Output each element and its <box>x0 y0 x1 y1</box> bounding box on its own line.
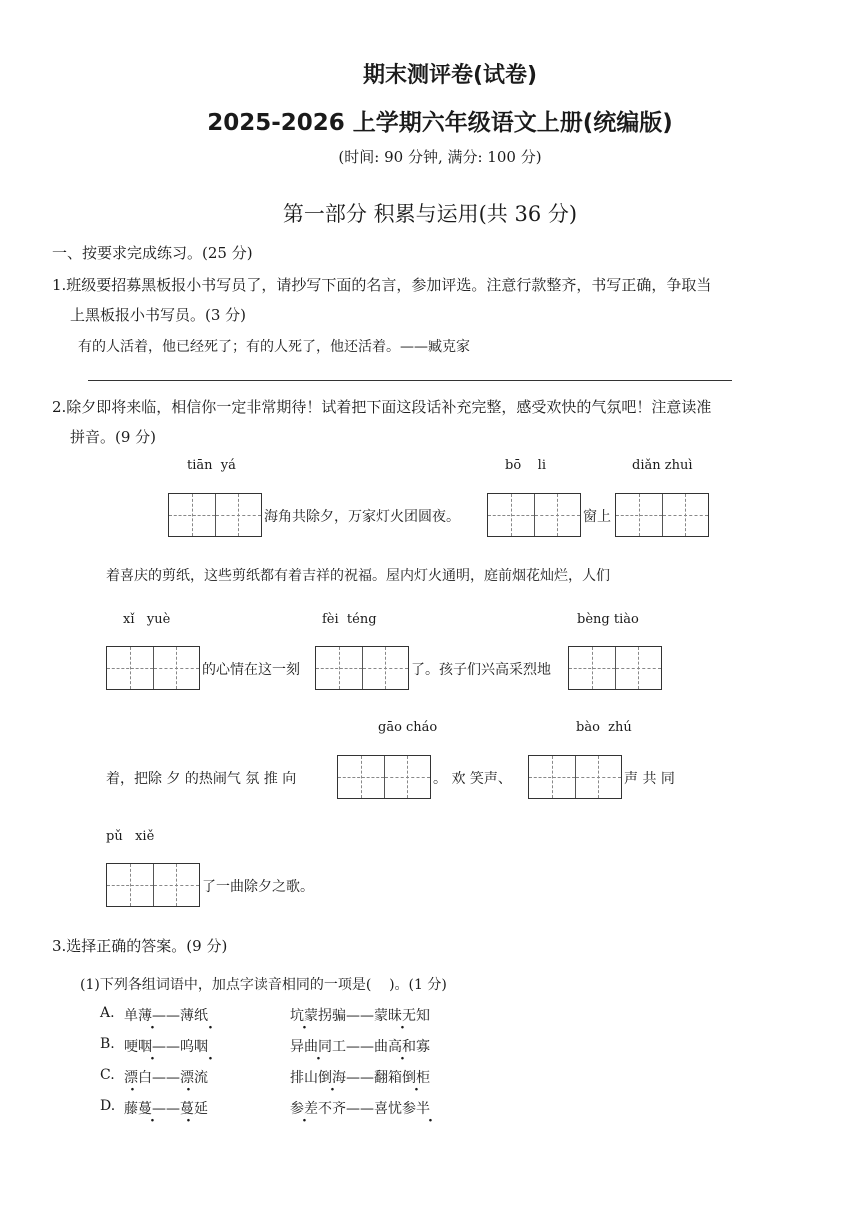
emphasis-dot: · <box>428 1113 433 1129</box>
emphasis-dot: · <box>130 1082 135 1098</box>
emphasis-dot: · <box>316 1051 321 1067</box>
answer-box-tianya[interactable] <box>168 493 262 537</box>
q2-text-8: 声 共 同 <box>624 771 675 787</box>
emphasis-dot: · <box>186 1113 191 1129</box>
emphasis-dot: · <box>400 1051 405 1067</box>
q3-sub1-prompt: (1)下列各组词语中，加点字读音相同的一项是( )。(1 分) <box>80 977 447 993</box>
part-title: 第一部分 积累与运用(共 36 分) <box>282 202 578 226</box>
exam-title: 期末测评卷(试卷) <box>362 63 538 88</box>
q2-text-7: 。 欢 笑声、 <box>433 771 512 787</box>
q3-heading: 3.选择正确的答案。(9 分) <box>52 937 228 955</box>
q2-text-2: 窗上 <box>583 509 611 525</box>
emphasis-dot: · <box>150 1113 155 1129</box>
answer-box-feiteng[interactable] <box>315 646 409 690</box>
pinyin-bengtiao: bèng tiào <box>577 612 639 627</box>
q2-text-6: 着，把除 夕 的热闹气 氛 推 向 <box>106 771 297 787</box>
pinyin-xiyue: xǐ yuè <box>123 612 171 627</box>
q2-text-3: 着喜庆的剪纸，这些剪纸都有着吉祥的祝福。屋内灯火通明，庭前烟花灿烂，人们 <box>106 568 610 584</box>
option-b-words1: 哽咽——呜咽 <box>124 1039 208 1055</box>
q2-text-9: 了一曲除夕之歌。 <box>202 879 314 895</box>
pinyin-baozhu: bào zhú <box>576 720 632 735</box>
pinyin-boli: bō li <box>505 458 546 473</box>
option-d-words1: 藤蔓——蔓延 <box>124 1101 208 1117</box>
answer-box-baozhu[interactable] <box>528 755 622 799</box>
answer-box-bengtiao[interactable] <box>568 646 662 690</box>
option-a-words1: 单薄——薄纸 <box>124 1008 208 1024</box>
option-a-label: A. <box>100 1005 115 1021</box>
answer-box-puxie[interactable] <box>106 863 200 907</box>
option-b-words2: 异曲同工——曲高和寡 <box>290 1039 430 1055</box>
q1-prompt-line1: 1.班级要招募黑板报小书写员了，请抄写下面的名言，参加评选。注意行款整齐，书写正确，争取当 <box>52 276 712 294</box>
emphasis-dot: · <box>302 1113 307 1129</box>
emphasis-dot: · <box>150 1020 155 1036</box>
emphasis-dot: · <box>400 1020 405 1036</box>
emphasis-dot: · <box>208 1051 213 1067</box>
time-info: (时间: 90 分钟, 满分: 100 分) <box>338 148 542 166</box>
q2-text-4: 的心情在这一刻 <box>202 662 300 678</box>
q1-quote: 有的人活着，他已经死了；有的人死了，他还活着。——臧克家 <box>78 339 470 355</box>
option-d-words2: 参差不齐——喜忧参半 <box>290 1101 430 1117</box>
q2-prompt-line2: 拼音。(9 分) <box>70 428 157 446</box>
emphasis-dot: · <box>414 1082 419 1098</box>
q2-prompt-line1: 2.除夕即将来临，相信你一定非常期待！试着把下面这段话补充完整，感受欢快的气氛吧！注意读准 <box>52 398 712 416</box>
exam-subtitle: 2025-2026 上学期六年级语文上册(统编版) <box>207 110 673 136</box>
pinyin-puxie: pǔ xiě <box>106 829 155 844</box>
option-c-words1: 漂白——漂流 <box>124 1070 208 1086</box>
option-c-words2: 排山倒海——翻箱倒柜 <box>290 1070 430 1086</box>
pinyin-feiteng: fèi téng <box>322 612 377 627</box>
section-heading: 一、按要求完成练习。(25 分) <box>52 244 253 262</box>
emphasis-dot: · <box>208 1020 213 1036</box>
emphasis-dot: · <box>302 1020 307 1036</box>
option-a-words2: 坑蒙拐骗——蒙昧无知 <box>290 1008 430 1024</box>
pinyin-tianya: tiān yá <box>187 458 236 473</box>
q2-text-1: 海角共除夕，万家灯火团圆夜。 <box>264 509 460 525</box>
emphasis-dot: · <box>186 1082 191 1098</box>
pinyin-gaochao: gāo cháo <box>378 720 438 735</box>
q1-prompt-line2: 上黑板报小书写员。(3 分) <box>70 306 247 324</box>
answer-box-boli[interactable] <box>487 493 581 537</box>
answer-box-xiyue[interactable] <box>106 646 200 690</box>
q2-text-5: 了。孩子们兴高采烈地 <box>411 662 551 678</box>
answer-box-gaochao[interactable] <box>337 755 431 799</box>
answer-box-dianzhui[interactable] <box>615 493 709 537</box>
option-b-label: B. <box>100 1036 115 1052</box>
emphasis-dot: · <box>150 1051 155 1067</box>
q1-answer-line[interactable] <box>88 380 732 381</box>
emphasis-dot: · <box>330 1082 335 1098</box>
option-c-label: C. <box>100 1067 115 1083</box>
option-d-label: D. <box>100 1098 116 1114</box>
pinyin-dianzhui: diǎn zhuì <box>632 458 693 473</box>
